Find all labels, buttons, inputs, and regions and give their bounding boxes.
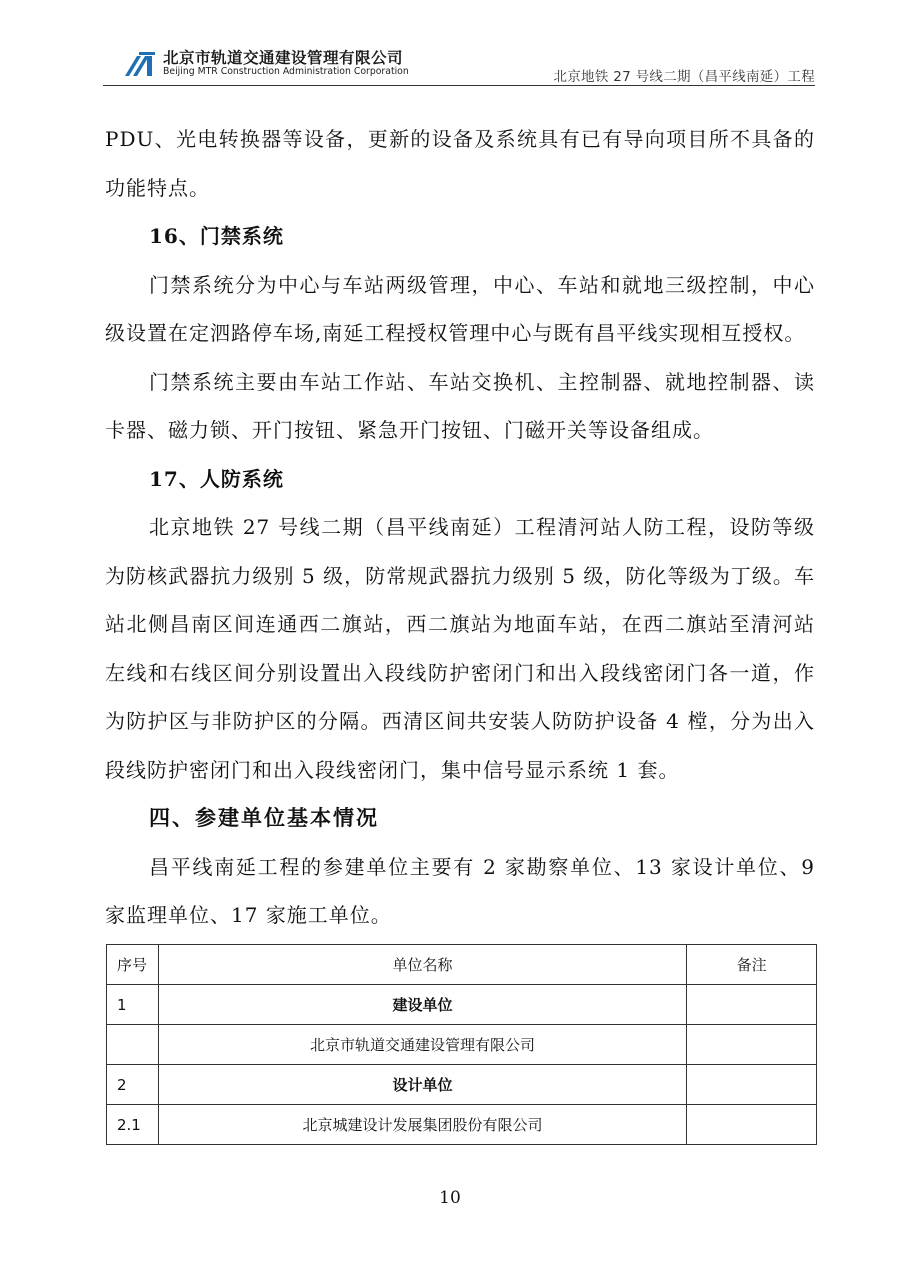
company-name-en: Beijing MTR Construction Administration Corporation: [163, 66, 409, 77]
row-remarks: [687, 1025, 817, 1065]
table-row: [107, 1105, 817, 1145]
table-row: [107, 1025, 817, 1065]
paragraph-civil-defense: 北京地铁 27 号线二期（昌平线南延）工程清河站人防工程，设防等级为防核武器抗力级别 5 级，防常规武器抗力级别 5 级，防化等级为丁级。车站北侧昌南区间连通西二旗站，西二旗站为地面车站，在西二旗站至清河站左线和右线区间分别设置出入段线防护密闭门和出入段线密闭门各一道，作为防护区与非防护区的分隔。西清区间共安装人防防护设备 4 樘，分为出入段线防护密闭门和出入段线密闭门，集中信号显示系统 1 套。: [105, 515, 815, 782]
row-unit-name: 北京城建设计发展集团股份有限公司: [158, 1105, 686, 1145]
page-header: [103, 40, 815, 84]
row-number: 2.1: [107, 1105, 159, 1145]
bmac-logo-icon: [125, 52, 155, 76]
section-heading-access-control: 16、门禁系统: [149, 224, 284, 248]
column-header-unit-name: 单位名称: [158, 945, 686, 985]
row-category-name: 建设单位: [158, 985, 686, 1025]
paragraph-pdu: PDU、光电转换器等设备，更新的设备及系统具有已有导向项目所不具备的功能特点。: [105, 127, 815, 200]
paragraph-access-control-equipment: 门禁系统主要由车站工作站、车站交换机、主控制器、就地控制器、读卡器、磁力锁、开门按钮、紧急开门按钮、门磁开关等设备组成。: [105, 369, 815, 442]
row-remarks: [687, 1065, 817, 1105]
section-heading-civil-defense: 17、人防系统: [149, 466, 284, 491]
row-remarks: [687, 1105, 817, 1145]
table-header-row: [107, 945, 817, 985]
header-divider: [103, 85, 815, 86]
company-name-cn: 北京市轨道交通建设管理有限公司: [163, 49, 404, 67]
project-title: 北京地铁 27 号线二期（昌平线南延）工程: [553, 69, 815, 85]
document-body: [105, 115, 815, 940]
row-remarks: [687, 985, 817, 1025]
row-number: [107, 1025, 159, 1065]
table-row: [107, 985, 817, 1025]
row-number: 1: [107, 985, 159, 1025]
column-header-number: 序号: [107, 945, 159, 985]
row-category-name: 设计单位: [158, 1065, 686, 1105]
paragraph-participating-units: 昌平线南延工程的参建单位主要有 2 家勘察单位、13 家设计单位、9 家监理单位、17 家施工单位。: [105, 854, 815, 927]
paragraph-access-control-management: 门禁系统分为中心与车站两级管理，中心、车站和就地三级控制，中心级设置在定泗路停车场,南延工程授权管理中心与既有昌平线实现相互授权。: [105, 272, 815, 345]
section-heading-participating-units: 四、参建单位基本情况: [149, 805, 379, 830]
column-header-remarks: 备注: [687, 945, 817, 985]
row-number: 2: [107, 1065, 159, 1105]
participating-units-table: [106, 944, 817, 1145]
table-row: [107, 1065, 817, 1105]
row-unit-name: 北京市轨道交通建设管理有限公司: [158, 1025, 686, 1065]
page-number: 10: [439, 1188, 461, 1208]
